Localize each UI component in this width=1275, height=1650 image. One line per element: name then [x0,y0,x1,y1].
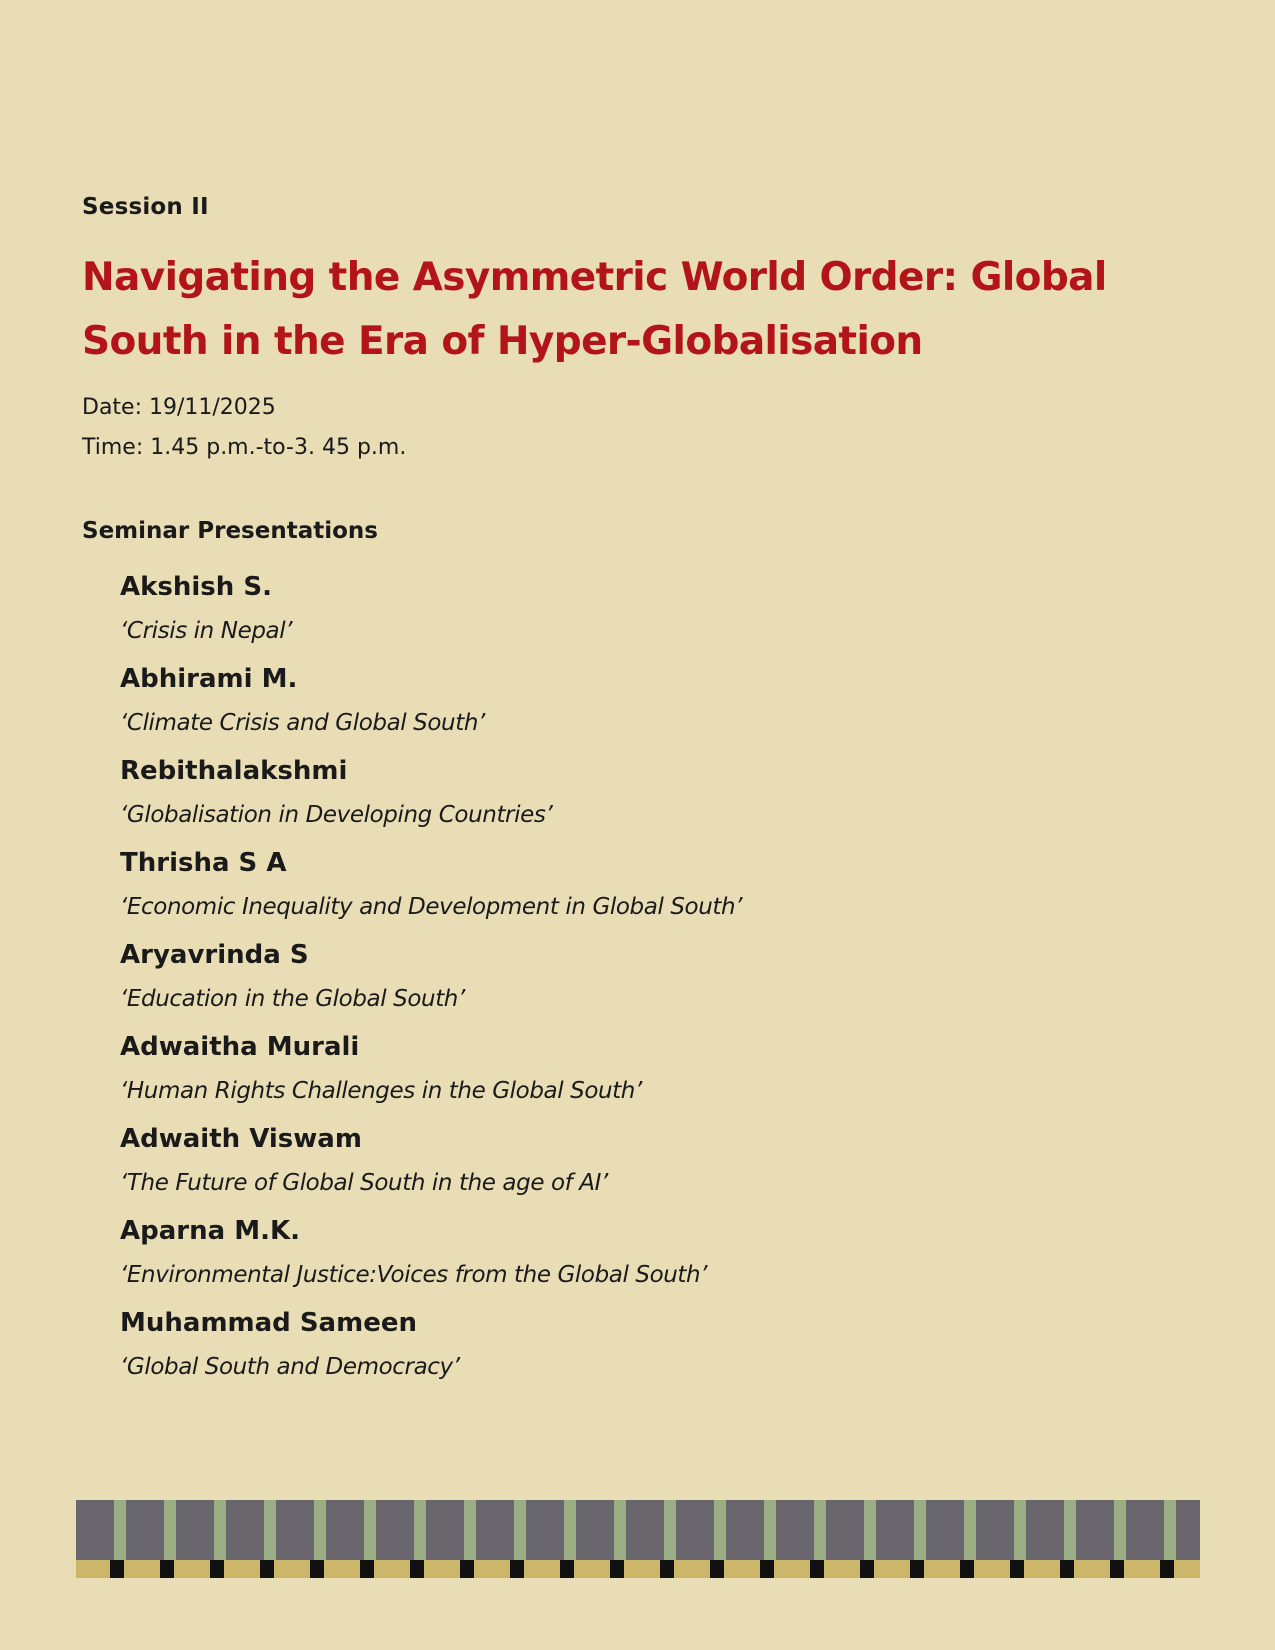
presenter-name: Abhirami M. [120,664,298,694]
presentation-topic: ‘Globalisation in Developing Countries’ [120,802,553,828]
decorative-border [76,1500,1200,1578]
presentation-topic: ‘The Future of Global South in the age of AI’ [120,1170,608,1196]
page-title [82,246,1202,374]
presentation-topic: ‘Environmental Justice:Voices from the Global South’ [120,1262,708,1288]
seminar-heading: Seminar Presentations [82,518,378,544]
session-date: Date: 19/11/2025 [82,395,276,420]
presenter-name: Aparna M.K. [120,1216,300,1246]
title-line-2: South in the Era of Hyper-Globalisation [82,319,923,364]
presentation-topic: ‘Economic Inequality and Development in Global South’ [120,894,743,920]
presenter-name: Aryavrinda S [120,940,309,970]
presenter-name: Adwaith Viswam [120,1124,362,1154]
presentation-topic: ‘Human Rights Challenges in the Global South’ [120,1078,642,1104]
session-label: Session II [82,194,209,220]
session-time: Time: 1.45 p.m.-to-3. 45 p.m. [82,435,407,460]
presenter-name: Rebithalakshmi [120,756,348,786]
presentation-topic: ‘Global South and Democracy’ [120,1354,460,1380]
title-line-1: Navigating the Asymmetric World Order: Global [82,255,1107,300]
presentation-topic: ‘Climate Crisis and Global South’ [120,710,485,736]
presenter-name: Thrisha S A [120,848,287,878]
presenter-name: Adwaitha Murali [120,1032,360,1062]
presentation-topic: ‘Education in the Global South’ [120,986,465,1012]
presenter-name: Akshish S. [120,572,272,602]
presenter-name: Muhammad Sameen [120,1308,417,1338]
presentation-topic: ‘Crisis in Nepal’ [120,618,293,644]
